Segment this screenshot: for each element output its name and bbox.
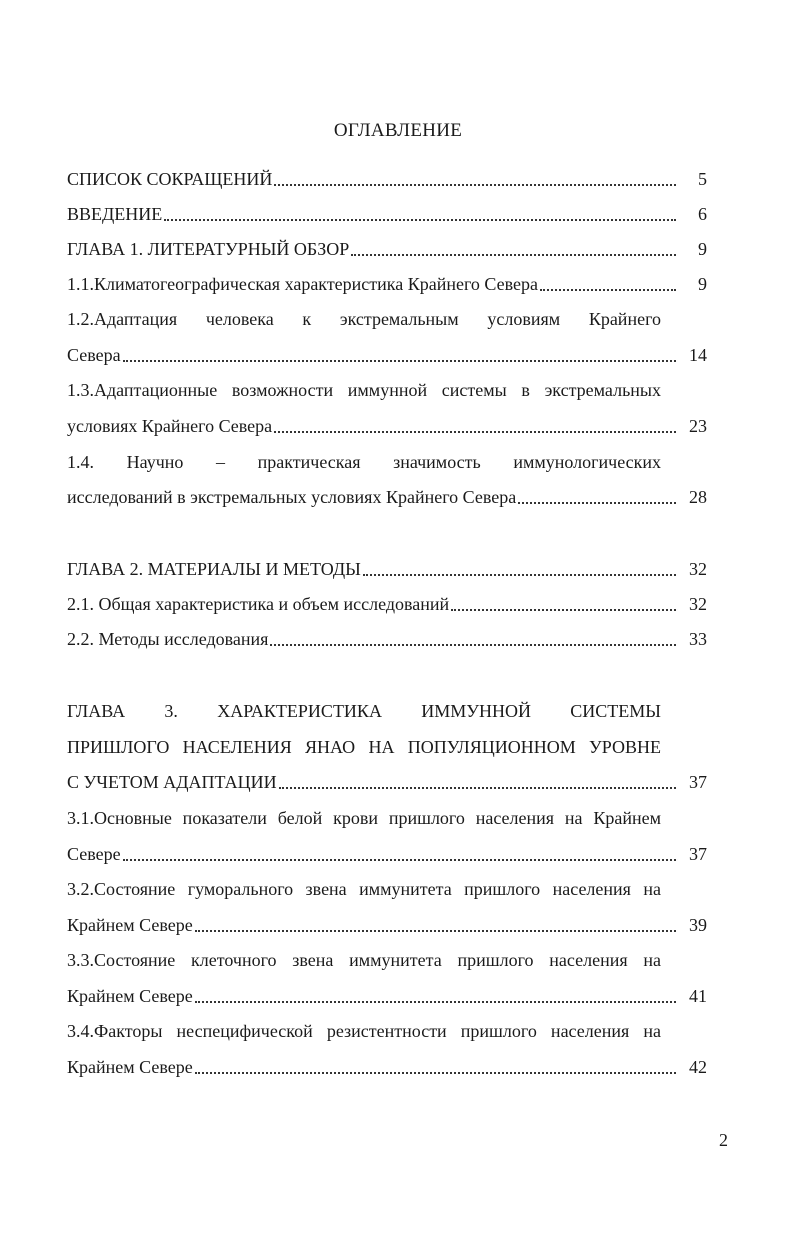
dot-leader [195, 1071, 676, 1074]
toc-page-number: 5 [698, 169, 707, 189]
page-title: ОГЛАВЛЕНИЕ [333, 120, 463, 141]
toc-entry-chapter-1 [67, 230, 707, 260]
toc-entry-text: 2.2. Методы исследования [67, 629, 269, 649]
toc-entry-chapter-3-line2 [67, 728, 707, 758]
dot-leader [274, 183, 676, 186]
toc-page-number: 32 [689, 559, 707, 579]
toc-entry-text: ПРИШЛОГО НАСЕЛЕНИЯ ЯНАО НА ПОПУЛЯЦИОННОМ УРОВНЕ [67, 737, 661, 757]
toc-entry-3-4 [67, 1048, 707, 1078]
toc-entry-1-4-line1 [67, 443, 707, 473]
toc-entry-chapter-2 [67, 550, 707, 580]
toc-entry-text: ВВЕДЕНИЕ [67, 204, 163, 224]
toc-entry-3-2 [67, 906, 707, 936]
toc-entry-introduction [67, 195, 707, 225]
dot-leader [279, 786, 676, 789]
toc-entry-text: ГЛАВА 2. МАТЕРИАЛЫ И МЕТОДЫ [67, 559, 361, 579]
toc-entry-text: Севера [67, 345, 121, 365]
toc-entry-text: 3.2.Состояние гуморального звена иммунитета пришлого населения на [67, 879, 661, 899]
toc-entry-text: 3.3.Состояние клеточного звена иммунитета пришлого населения на [67, 950, 661, 970]
toc-page-number: 9 [698, 239, 707, 259]
toc-entry-abbreviations [67, 160, 707, 190]
toc-entry-3-2-line1 [67, 870, 707, 900]
toc-page-number: 39 [689, 915, 707, 935]
toc-entry-text: Крайнем Севере [67, 1057, 193, 1077]
toc-page-number: 9 [698, 274, 707, 294]
toc-entry-3-1-line1 [67, 799, 707, 829]
toc-entry-2-1 [67, 585, 707, 615]
toc-page-number: 42 [689, 1057, 707, 1077]
dot-leader [540, 288, 676, 291]
toc-page-number: 6 [698, 204, 707, 224]
toc-page-number: 37 [689, 844, 707, 864]
toc-entry-text: 1.4. Научно – практическая значимость иммунологических [67, 452, 661, 472]
toc-entry-text: 1.1.Климатогеографическая характеристика Крайнего Севера [67, 274, 539, 294]
toc-entry-chapter-3 [67, 763, 707, 793]
dot-leader [270, 643, 676, 646]
toc-entry-2-2 [67, 620, 707, 650]
toc-page-number: 14 [689, 345, 707, 365]
toc-entry-text: условиях Крайнего Севера [67, 416, 273, 436]
dot-leader [164, 218, 676, 221]
toc-entry-text: 3.1.Основные показатели белой крови пришлого населения на Крайнем [67, 808, 661, 828]
dot-leader [363, 573, 676, 576]
toc-entry-text: ГЛАВА 3. ХАРАКТЕРИСТИКА ИММУННОЙ СИСТЕМЫ [67, 701, 661, 721]
toc-entry-1-2 [67, 336, 707, 366]
toc-entry-text: Севере [67, 844, 121, 864]
toc-entry-1-2-line1 [67, 300, 707, 330]
toc-entry-text: 1.3.Адаптационные возможности иммунной системы в экстремальных [67, 380, 661, 400]
dot-leader [451, 608, 676, 611]
dot-leader [195, 929, 676, 932]
dot-leader [518, 501, 676, 504]
toc-page-number: 32 [689, 594, 707, 614]
toc-entry-text: ГЛАВА 1. ЛИТЕРАТУРНЫЙ ОБЗОР [67, 239, 350, 259]
toc-entry-text: Крайнем Севере [67, 986, 193, 1006]
toc-page-number: 41 [689, 986, 707, 1006]
page-number: 2 [719, 1130, 728, 1150]
toc-entry-1-3 [67, 407, 707, 437]
toc-entry-text: С УЧЕТОМ АДАПТАЦИИ [67, 772, 277, 792]
toc-entry-1-1 [67, 265, 707, 295]
toc-entry-chapter-3-line1 [67, 692, 707, 722]
toc-entry-1-3-line1 [67, 371, 707, 401]
dot-leader [351, 253, 676, 256]
toc-entry-1-4 [67, 478, 707, 508]
toc-entry-3-3 [67, 977, 707, 1007]
dot-leader [274, 430, 676, 433]
toc-entry-3-4-line1 [67, 1012, 707, 1042]
toc-page-number: 23 [689, 416, 707, 436]
toc-entry-3-3-line1 [67, 941, 707, 971]
toc-entry-text: 1.2.Адаптация человека к экстремальным условиям Крайнего [67, 309, 661, 329]
toc-entry-text: исследований в экстремальных условиях Крайнего Севера [67, 487, 517, 507]
toc-page-number: 37 [689, 772, 707, 792]
toc-entry-text: СПИСОК СОКРАЩЕНИЙ [67, 169, 273, 189]
toc-page-number: 28 [689, 487, 707, 507]
toc-entry-text: 3.4.Факторы неспецифической резистентности пришлого населения на [67, 1021, 661, 1041]
dot-leader [123, 359, 676, 362]
dot-leader [195, 1000, 676, 1003]
dot-leader [123, 858, 676, 861]
toc-entry-3-1 [67, 835, 707, 865]
toc-page-number: 33 [689, 629, 707, 649]
toc-entry-text: 2.1. Общая характеристика и объем исследований [67, 594, 450, 614]
toc-entry-text: Крайнем Севере [67, 915, 193, 935]
